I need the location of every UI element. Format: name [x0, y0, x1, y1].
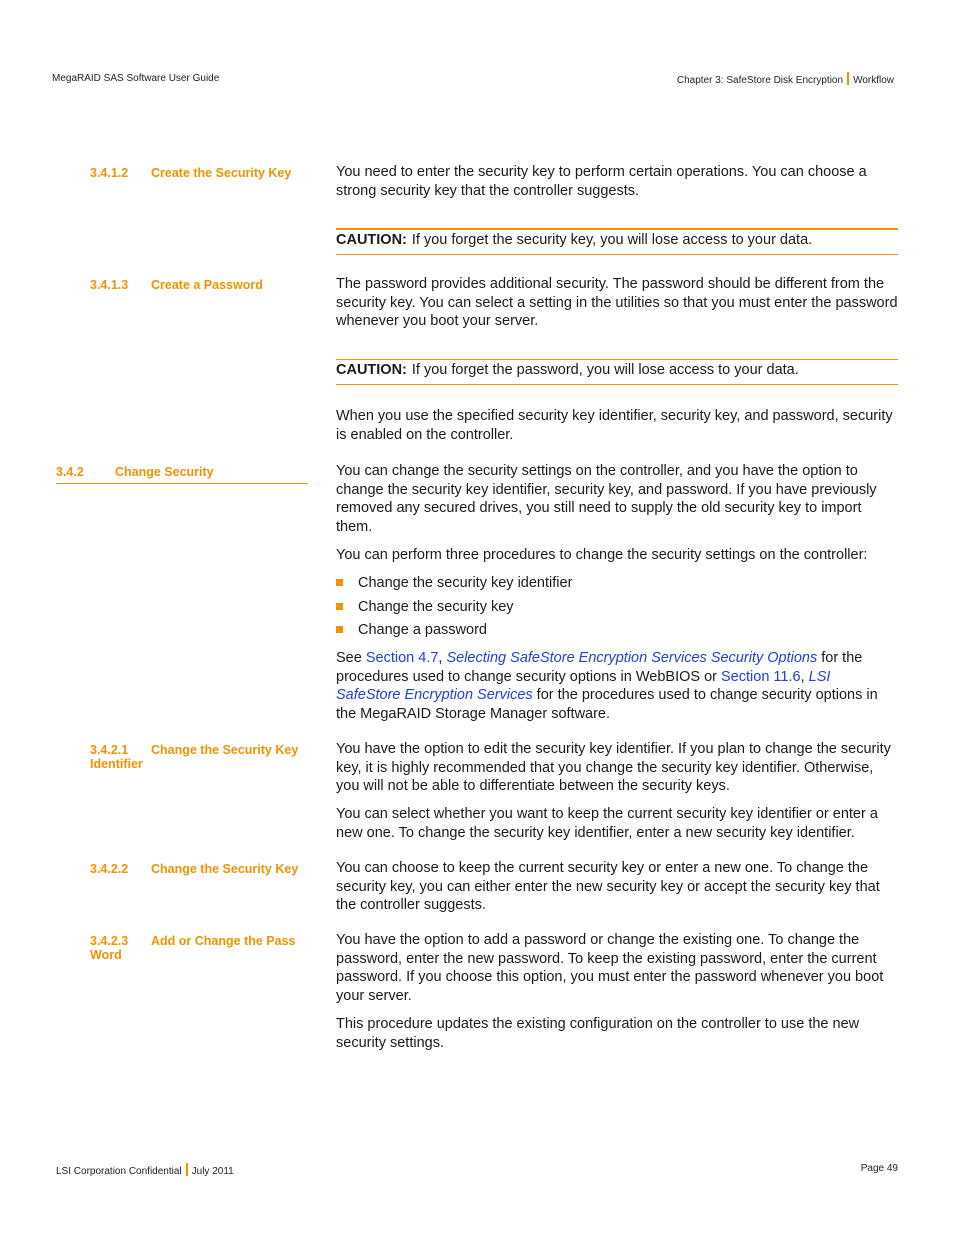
footer-date: July 2011: [191, 1166, 234, 1177]
footer-left: [56, 1163, 234, 1177]
heading-title-line2: Word: [90, 948, 122, 962]
caution-text: If you forget the password, you will lose access to your data.: [411, 362, 799, 378]
heading-title-line1: Change the Security Key: [151, 743, 299, 757]
caution-text: If you forget the security key, you will lose access to your data.: [411, 232, 813, 248]
heading-number: 3.4.2: [56, 465, 84, 479]
list-item: Change the security key identifier: [336, 574, 898, 598]
bullet-square-icon: [336, 626, 343, 633]
bullet-square-icon: [336, 579, 343, 586]
list-item: Change a password: [336, 621, 898, 645]
heading-3-4-2-3: [90, 934, 295, 962]
heading-title: Change Security: [115, 465, 214, 479]
heading-number: 3.4.2.1: [90, 743, 129, 757]
change-security-p1: You can change the security settings on the controller, and you have the option to change the security key identifier, security key, and password. If you have previously removed any secured drives, you still need to supply the old security key to import them.: [336, 463, 877, 536]
heading-number: 3.4.1.3: [90, 278, 129, 292]
header-chapter: Chapter 3: SafeStore Disk Encryption: [676, 75, 844, 86]
caution-password: [336, 359, 898, 385]
heading-3-4-1-3: [90, 278, 263, 292]
heading-3-4-1-2: [90, 166, 291, 180]
page-number: Page 49: [860, 1163, 898, 1174]
create-password-text: The password provides additional security. The password should be different from the security key. You can select a setting in the utilities so that you must enter the password whenever you boot your server.: [336, 276, 898, 330]
caution-security-key: [336, 228, 898, 255]
heading-title: Create a Password: [151, 278, 263, 292]
bullet-square-icon: [336, 603, 343, 610]
header-section: Workflow: [853, 75, 894, 86]
link-lsi-safestore-services[interactable]: LSI SafeStore Encryption Services: [336, 668, 831, 704]
heading-3-4-2: [56, 465, 308, 484]
header-separator: [847, 72, 849, 85]
create-security-key-text: You need to enter the security key to perform certain operations. You can choose a strong security key that the controller suggests.: [336, 164, 867, 199]
link-selecting-safestore-options[interactable]: Selecting SafeStore Encryption Services Security Options: [446, 650, 818, 666]
heading-title: Create the Security Key: [151, 166, 292, 180]
procedure-list: [336, 574, 898, 645]
footer-confidential: LSI Corporation Confidential: [56, 1166, 182, 1177]
add-change-password-p2: This procedure updates the existing configuration on the controller to use the new security settings.: [336, 1016, 860, 1051]
heading-title: Change the Security Key: [151, 862, 299, 876]
heading-3-4-2-2: [90, 862, 298, 876]
heading-title-line1: Add or Change the Pass: [151, 934, 296, 948]
change-security-p2: You can perform three procedures to change the security settings on the controller:: [336, 547, 868, 563]
caution-label: CAUTION:: [336, 362, 407, 378]
link-section-4-7[interactable]: Section 4.7: [365, 650, 439, 666]
change-key-identifier-p1: You have the option to edit the security key identifier. If you plan to change the security key, it is highly recommended that you change the security key identifier. Otherwise, you will not be able to differentiate between the security keys.: [336, 741, 891, 795]
heading-number: 3.4.2.3: [90, 934, 129, 948]
add-change-password-p1: You have the option to add a password or change the existing one. To change the password, enter the new password. To keep the existing password, enter the current password. If you choose this option, you must enter the password whenever you boot your server.: [336, 932, 884, 1005]
running-header-left: MegaRAID SAS Software User Guide: [52, 73, 220, 84]
change-key-identifier-p2: You can select whether you want to keep the current security key identifier or enter a new one. To change the security key identifier, enter a new security key identifier.: [336, 806, 878, 841]
heading-number: 3.4.2.2: [90, 862, 129, 876]
link-section-11-6[interactable]: Section 11.6: [721, 668, 801, 685]
footer-separator: [186, 1163, 188, 1176]
heading-3-4-2-1: [90, 743, 298, 771]
see-also-paragraph: See Section 4.7, Selecting SafeStore Encryption Services Security Options for the procedures used to change security options in WebBIOS or Section 11.6, LSI SafeStore Encryption Services for the procedures used to change security options in the MegaRAID Storage Manager software.: [336, 650, 878, 723]
heading-title-line2: Identifier: [90, 757, 143, 771]
list-item: Change the security key: [336, 598, 898, 622]
change-security-key-p1: You can choose to keep the current security key or enter a new one. To change the security key, you can either enter the new security key or accept the security key that the controller suggests.: [336, 860, 880, 914]
running-header-right: [677, 72, 894, 86]
caution-label: CAUTION:: [336, 232, 407, 248]
security-enabled-text: When you use the specified security key identifier, security key, and password, security is enabled on the controller.: [336, 408, 893, 443]
heading-number: 3.4.1.2: [90, 166, 129, 180]
